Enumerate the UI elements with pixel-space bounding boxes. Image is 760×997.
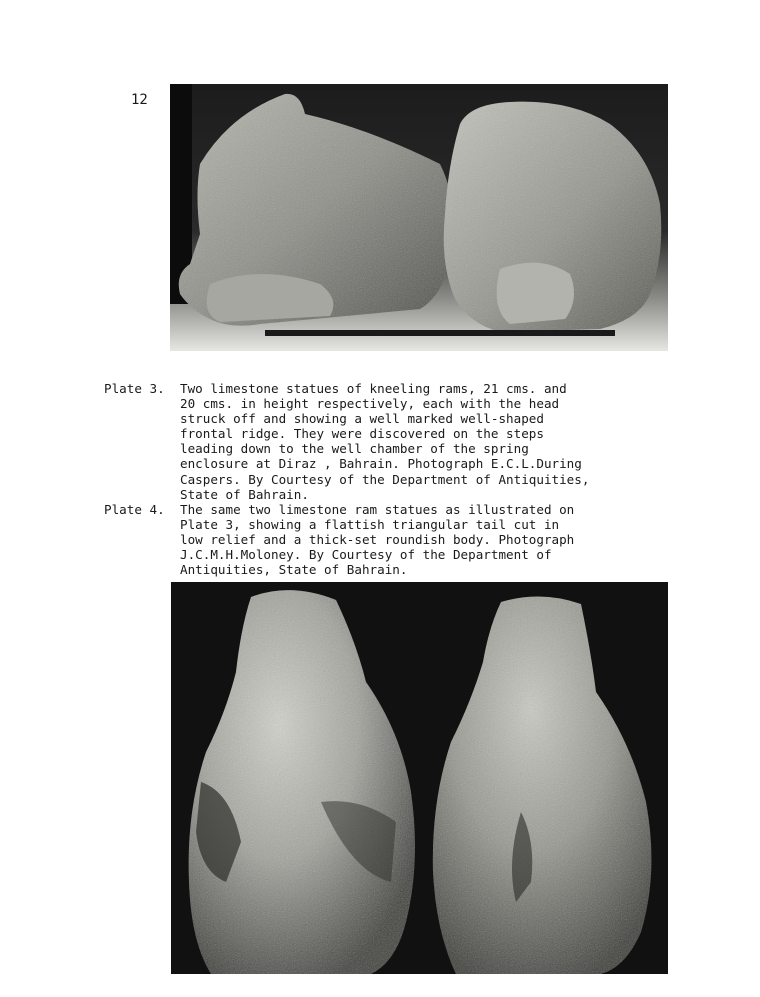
plate-3-label: Plate 3. bbox=[104, 381, 165, 396]
caption-line: leading down to the well chamber of the spring bbox=[180, 441, 529, 457]
plate-4-label: Plate 4. bbox=[104, 501, 165, 517]
plate-3-text bbox=[180, 381, 664, 502]
plate-4-image bbox=[171, 582, 668, 974]
caption-line: Two limestone statues of kneeling rams, 21 cms. and bbox=[180, 381, 567, 396]
caption-line: low relief and a thick-set roundish body. Photograph bbox=[180, 531, 575, 547]
plate-3-caption bbox=[104, 381, 664, 502]
caption-line: The same two limestone ram statues as illustrated on bbox=[180, 501, 575, 517]
caption-line: 20 cms. in height respectively, each with the head bbox=[180, 396, 560, 412]
caption-line: frontal ridge. They were discovered on the steps bbox=[180, 426, 544, 442]
caption-line: Antiquities, State of Bahrain. bbox=[180, 562, 408, 578]
caption-line: Caspers. By Courtesy of the Department of Antiquities, bbox=[180, 471, 590, 487]
caption-line: enclosure at Diraz , Bahrain. Photograph E.C.L.During bbox=[180, 456, 582, 472]
caption-line: struck off and showing a well marked well-shaped bbox=[180, 411, 544, 427]
captions bbox=[104, 381, 664, 577]
plate-4-caption bbox=[104, 502, 664, 577]
caption-line: State of Bahrain. bbox=[180, 486, 309, 502]
plate-4-text bbox=[180, 502, 664, 577]
caption-line: Plate 3, showing a flattish triangular tail cut in bbox=[180, 516, 560, 532]
plate-4-photograph bbox=[171, 582, 668, 974]
plate-3-image bbox=[170, 84, 668, 351]
plate-3-photograph bbox=[170, 84, 668, 351]
page-number: 12 bbox=[131, 92, 148, 108]
caption-line: J.C.M.H.Moloney. By Courtesy of the Department of bbox=[180, 547, 552, 563]
